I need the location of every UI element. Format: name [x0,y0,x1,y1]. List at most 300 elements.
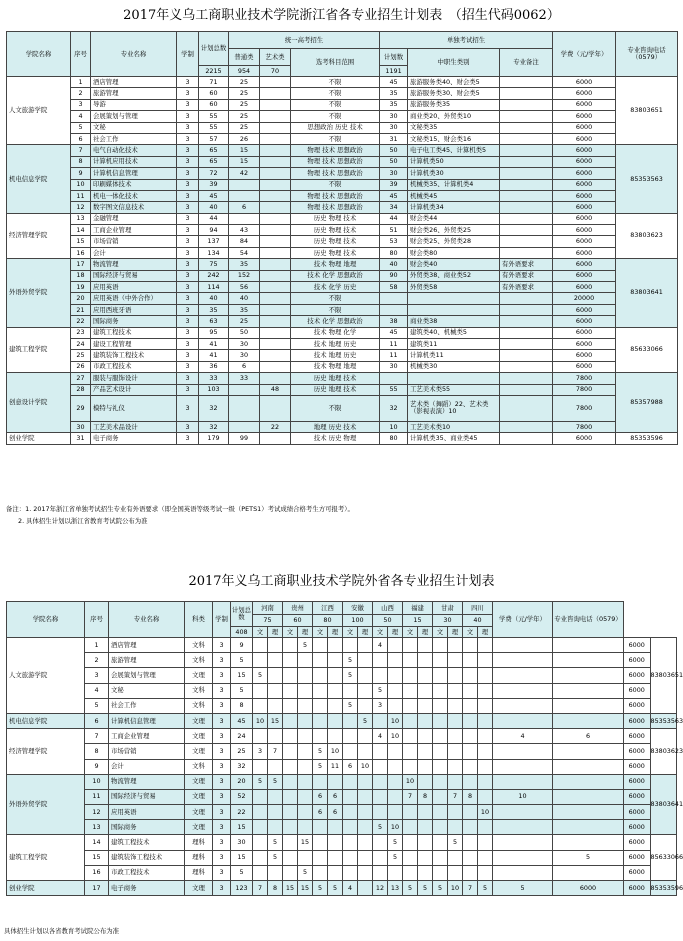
wx-cell-duration: 3 [213,835,231,850]
zj-row [7,99,678,110]
zj-college: 外语外贸学院 [7,259,71,327]
wx-college: 经济管理学院 [7,729,85,775]
wx-cell-quota [388,698,403,713]
wx-cell-quota [343,820,358,835]
zj-cell-plan_total: 55 [199,122,229,133]
wx-cell-quota [403,729,418,744]
zj-cell-fee: 7800 [553,395,616,421]
wx-cell-quota: 7 [448,789,463,804]
wx-h-li: 理 [328,627,343,638]
zj-cell-major: 建筑工程技术 [91,327,177,338]
wx-cell-quota [388,865,403,880]
wx-cell-quota [433,820,448,835]
wx-cell-type: 文科 [185,653,213,668]
zj-cell-plan_num [380,293,408,304]
zj-cell-regular: 25 [229,88,260,99]
zj-cell-seq: 23 [71,327,91,338]
zj-total-plan: 2215 [199,66,229,77]
zj-cell-fee: 7800 [553,384,616,395]
wx-cell-quota [373,713,388,728]
wx-cell-quota [343,683,358,698]
zj-cell-seq: 7 [71,145,91,156]
wx-phone: 85633066 [650,835,677,881]
zj-cell-subjects: 历史 物理 技术 [291,236,380,247]
wx-cell-quota [343,713,358,728]
wx-cell-quota [253,865,268,880]
zj-cell-plan_total: 55 [199,111,229,122]
wx-cell-quota: 5 [448,835,463,850]
zj-cell-regular: 15 [229,145,260,156]
wx-cell-quota [493,744,553,759]
zj-cell-remark [500,88,553,99]
wx-h-li: 理 [448,627,463,638]
wx-h-wen: 文 [313,627,328,638]
zj-cell-plan_num: 31 [380,133,408,144]
zj-cell-fee: 7800 [553,373,616,384]
wx-cell-quota: 5 [493,881,553,896]
zj-cell-regular: 25 [229,77,260,88]
wx-row [7,774,677,789]
zj-college: 建筑工程学院 [7,327,71,373]
zj-college: 人文旅游学院 [7,77,71,145]
wx-cell-seq: 9 [85,759,109,774]
zj-cell-art [260,156,291,167]
wx-row [7,744,677,759]
zj-row [7,236,678,247]
wx-cell-major: 国际经济与贸易 [109,789,185,804]
zj-cell-voc: 电子电工类45、计算机类5 [408,145,500,156]
zj-cell-art [260,190,291,201]
zj-cell-plan_total: 179 [199,433,229,444]
wx-cell-seq: 3 [85,668,109,683]
wx-cell-plan-total: 15 [231,820,253,835]
wx-cell-quota [403,713,418,728]
wx-cell-quota: 5 [268,835,283,850]
wx-cell-quota [463,713,478,728]
wx-cell-quota [253,729,268,744]
zj-cell-subjects: 物理 技术 思想政治 [291,156,380,167]
wx-cell-quota: 5 [403,881,418,896]
wx-cell-quota [448,850,463,865]
wx-cell-quota [403,683,418,698]
wx-cell-quota: 10 [478,805,493,820]
wx-cell-quota [298,683,313,698]
zj-cell-voc: 旅游服务类35 [408,99,500,110]
zj-cell-remark [500,395,553,421]
wx-cell-quota [553,744,624,759]
wx-cell-quota: 15 [298,881,313,896]
wx-cell-quota [418,820,433,835]
wx-cell-quota [553,683,624,698]
wx-h-wen: 文 [373,627,388,638]
wx-h-wen: 文 [343,627,358,638]
wx-cell-fee: 6000 [624,805,651,820]
wx-cell-quota [553,820,624,835]
zj-cell-seq: 22 [71,316,91,327]
zj-cell-remark [500,190,553,201]
wx-cell-quota [448,774,463,789]
wx-cell-quota [448,865,463,880]
wx-college: 外语外贸学院 [7,774,85,835]
zj-h-major: 专业名称 [91,32,177,77]
zj-cell-duration: 3 [177,384,199,395]
wx-cell-quota [298,789,313,804]
wx-cell-quota: 11 [328,759,343,774]
zj-cell-plan_num: 11 [380,350,408,361]
zj-cell-art [260,179,291,190]
wx-cell-quota [493,850,553,865]
zj-row [7,293,678,304]
zj-cell-remark [500,122,553,133]
zj-cell-art [260,145,291,156]
wx-cell-quota: 5 [388,850,403,865]
wx-cell-quota [358,638,373,653]
wx-cell-quota [298,713,313,728]
zj-cell-fee: 6000 [553,168,616,179]
zj-cell-remark: 有外语要求 [500,282,553,293]
zj-cell-duration: 3 [177,247,199,258]
wx-cell-quota [403,668,418,683]
zj-cell-duration: 3 [177,338,199,349]
zj-cell-art [260,259,291,270]
zj-cell-subjects: 不限 [291,304,380,315]
wx-cell-quota [283,850,298,865]
wx-h-type: 科类 [185,602,213,638]
wx-cell-quota [298,668,313,683]
zj-cell-regular: 25 [229,111,260,122]
wx-cell-quota [448,729,463,744]
wx-cell-duration: 3 [213,713,231,728]
wx-cell-quota: 10 [388,729,403,744]
wx-cell-quota: 4 [373,729,388,744]
wx-cell-quota: 3 [253,744,268,759]
zj-total-art: 70 [260,66,291,77]
wx-prov-total: 60 [283,615,313,627]
wx-cell-fee: 6000 [624,729,651,744]
wx-cell-quota [373,744,388,759]
zj-cell-duration: 3 [177,168,199,179]
wx-cell-quota [493,698,553,713]
wx-cell-duration: 3 [213,789,231,804]
wx-cell-quota [448,820,463,835]
wx-cell-quota [403,850,418,865]
zj-cell-seq: 14 [71,225,91,236]
zj-college: 创业学院 [7,433,71,444]
wx-cell-quota [253,638,268,653]
zj-cell-art [260,282,291,293]
zj-title: 2017年义乌工商职业技术学院浙江省各专业招生计划表 （招生代码0062） [123,8,560,23]
wx-cell-quota: 5 [373,820,388,835]
zj-h-fee: 学费（元/学年） [553,32,616,77]
wx-cell-quota: 6 [313,805,328,820]
wx-cell-fee: 6000 [624,653,651,668]
wx-cell-quota [328,698,343,713]
zj-cell-subjects: 技术 化学 思想政治 [291,316,380,327]
wx-cell-quota: 5 [343,698,358,713]
wx-cell-quota [433,805,448,820]
wx-cell-quota [298,729,313,744]
wx-cell-duration: 3 [213,820,231,835]
wx-cell-quota [358,881,373,896]
zj-cell-fee: 6000 [553,350,616,361]
zj-row [7,395,678,421]
zj-cell-art [260,225,291,236]
wx-cell-quota [478,698,493,713]
wx-cell-quota [433,668,448,683]
wx-cell-seq: 5 [85,698,109,713]
wx-cell-quota [283,668,298,683]
wx-cell-quota [298,805,313,820]
zj-cell-duration: 3 [177,259,199,270]
zj-row [7,111,678,122]
zj-cell-remark [500,156,553,167]
zj-cell-plan_num: 30 [380,122,408,133]
wx-cell-quota [373,865,388,880]
zj-cell-plan_total: 103 [199,384,229,395]
zj-cell-plan_total: 40 [199,202,229,213]
wx-cell-duration: 3 [213,805,231,820]
zj-cell-plan_num: 11 [380,338,408,349]
wx-cell-quota: 5 [313,744,328,759]
wx-cell-quota [343,774,358,789]
zj-cell-plan_num: 30 [380,168,408,179]
wx-cell-quota [418,835,433,850]
zj-cell-seq: 6 [71,133,91,144]
wx-cell-quota [313,698,328,713]
wx-cell-type: 文科 [185,759,213,774]
zj-cell-regular [229,421,260,432]
zj-cell-subjects: 不限 [291,88,380,99]
zj-cell-voc: 旅游服务类30、财会类5 [408,88,500,99]
zj-cell-plan_total: 33 [199,373,229,384]
zj-row [7,421,678,432]
wx-cell-fee: 6000 [624,668,651,683]
wx-cell-quota: 7 [463,881,478,896]
zj-cell-regular: 84 [229,236,260,247]
zj-cell-subjects: 历史 地理 技术 [291,384,380,395]
wx-cell-quota [328,865,343,880]
wx-prov-total: 80 [313,615,343,627]
zj-cell-regular: 42 [229,168,260,179]
zj-row [7,350,678,361]
wx-cell-quota [313,774,328,789]
zj-cell-voc: 财会类80 [408,247,500,258]
zj-cell-regular [229,179,260,190]
zj-cell-subjects: 物理 技术 思想政治 [291,190,380,201]
wx-cell-quota [433,729,448,744]
zj-cell-major: 社会工作 [91,133,177,144]
zj-cell-art [260,236,291,247]
zj-cell-subjects: 技术 物理 地理 [291,259,380,270]
wx-cell-quota [553,865,624,880]
zj-cell-plan_total: 35 [199,304,229,315]
wx-cell-quota [448,683,463,698]
wx-cell-quota: 12 [373,881,388,896]
wx-h-li: 理 [388,627,403,638]
zj-row [7,145,678,156]
zj-cell-duration: 3 [177,304,199,315]
wx-cell-plan-total: 32 [231,759,253,774]
wx-cell-seq: 17 [85,881,109,896]
zj-cell-fee: 6000 [553,327,616,338]
wx-cell-quota [403,805,418,820]
zj-cell-major: 计算机应用技术 [91,156,177,167]
zj-row [7,316,678,327]
wx-cell-major: 会展策划与管理 [109,668,185,683]
zj-cell-plan_total: 32 [199,421,229,432]
wx-cell-quota: 4 [343,881,358,896]
wx-cell-quota [358,789,373,804]
wx-cell-quota [478,683,493,698]
zj-cell-regular [229,190,260,201]
wx-cell-quota [448,713,463,728]
zj-cell-major: 旅游管理 [91,88,177,99]
zj-cell-subjects: 不限 [291,77,380,88]
wx-phone: 83803651 [650,638,677,714]
zj-cell-duration: 3 [177,202,199,213]
wx-cell-quota [463,729,478,744]
zj-row [7,338,678,349]
wx-prov-total: 50 [373,615,403,627]
wx-cell-type: 文理 [185,789,213,804]
wx-cell-quota [493,835,553,850]
wx-cell-quota [313,820,328,835]
wx-row [7,638,677,653]
zj-cell-major: 模特与礼仪 [91,395,177,421]
zj-cell-seq: 25 [71,350,91,361]
zj-row [7,259,678,270]
wx-cell-quota [343,805,358,820]
wx-cell-quota: 5 [373,683,388,698]
zj-cell-voc: 机械类45 [408,190,500,201]
zj-cell-seq: 13 [71,213,91,224]
zj-cell-remark [500,77,553,88]
wx-cell-quota [388,653,403,668]
wx-h-wen: 文 [463,627,478,638]
wx-cell-duration: 3 [213,729,231,744]
wx-h-phone: 专业咨询电话（0579） [553,602,624,638]
wx-cell-quota [253,683,268,698]
wx-cell-quota [328,729,343,744]
zj-cell-subjects: 不限 [291,395,380,421]
wx-cell-quota [253,835,268,850]
zj-cell-remark [500,361,553,372]
wx-cell-quota [418,865,433,880]
zj-cell-duration: 3 [177,145,199,156]
zj-cell-plan_num [380,373,408,384]
zj-cell-remark [500,338,553,349]
zj-h-plan-total: 计划总数 [199,32,229,66]
wx-cell-quota [313,850,328,865]
zj-h-art: 艺术类 [260,49,291,66]
zj-cell-seq: 27 [71,373,91,384]
wx-phone: 85353563 [650,713,677,728]
zj-cell-voc: 建筑类11 [408,338,500,349]
wx-cell-plan-total: 20 [231,774,253,789]
wx-cell-plan-total: 5 [231,865,253,880]
zj-cell-regular: 33 [229,373,260,384]
wx-cell-quota [388,638,403,653]
zj-cell-major: 导游 [91,99,177,110]
zj-cell-major: 计算机信息管理 [91,168,177,179]
wx-cell-seq: 15 [85,850,109,865]
zj-h-subjects: 选考科目范围 [291,49,380,77]
wx-cell-major: 市政工程技术 [109,865,185,880]
zj-cell-art [260,338,291,349]
zj-cell-plan_total: 41 [199,338,229,349]
wx-cell-quota [463,805,478,820]
wx-cell-quota [553,713,624,728]
wx-cell-seq: 14 [85,835,109,850]
zj-cell-regular: 35 [229,304,260,315]
wx-cell-seq: 7 [85,729,109,744]
wx-cell-quota [313,713,328,728]
wx-cell-quota: 13 [388,881,403,896]
wx-cell-quota [268,683,283,698]
zj-cell-plan_total: 32 [199,395,229,421]
wx-cell-fee: 6000 [624,638,651,653]
zj-cell-seq: 3 [71,99,91,110]
zj-cell-seq: 9 [71,168,91,179]
zj-cell-voc [408,373,500,384]
wx-cell-quota [448,668,463,683]
wx-cell-seq: 6 [85,713,109,728]
wx-h-seq: 序号 [85,602,109,638]
wx-cell-quota [448,698,463,713]
wx-prov-total: 75 [253,615,283,627]
wx-cell-quota [448,759,463,774]
wx-cell-quota: 5 [253,774,268,789]
wx-cell-quota [478,820,493,835]
wx-cell-quota [478,653,493,668]
zj-cell-seq: 28 [71,384,91,395]
zj-cell-art [260,373,291,384]
wx-cell-quota [328,683,343,698]
wx-cell-quota [418,698,433,713]
wx-cell-type: 文理 [185,668,213,683]
zj-cell-plan_total: 44 [199,213,229,224]
wx-cell-quota [358,835,373,850]
wx-cell-quota [463,638,478,653]
wx-cell-quota [418,729,433,744]
zj-cell-remark [500,293,553,304]
wx-cell-plan-total: 30 [231,835,253,850]
zj-cell-subjects: 技术 地理 历史 [291,338,380,349]
wx-cell-quota [403,653,418,668]
zj-cell-voc: 财会类44 [408,213,500,224]
wx-cell-quota [388,668,403,683]
zj-cell-fee: 6000 [553,338,616,349]
wx-cell-quota [283,683,298,698]
wx-phone: 85353596 [650,881,677,896]
wx-cell-quota [418,805,433,820]
zj-cell-duration: 3 [177,395,199,421]
zj-cell-fee: 6000 [553,88,616,99]
wx-cell-quota: 5 [478,881,493,896]
zj-cell-subjects: 技术 地理 历史 [291,350,380,361]
wx-cell-quota [328,668,343,683]
wx-cell-plan-total: 22 [231,805,253,820]
zj-cell-duration: 3 [177,361,199,372]
wx-cell-quota [463,774,478,789]
zj-cell-major: 工商企业管理 [91,225,177,236]
zj-cell-art [260,122,291,133]
zj-cell-plan_num: 35 [380,99,408,110]
wx-cell-quota [253,820,268,835]
zj-cell-seq: 5 [71,122,91,133]
zj-cell-plan_num: 30 [380,111,408,122]
zj-total-regular: 954 [229,66,260,77]
